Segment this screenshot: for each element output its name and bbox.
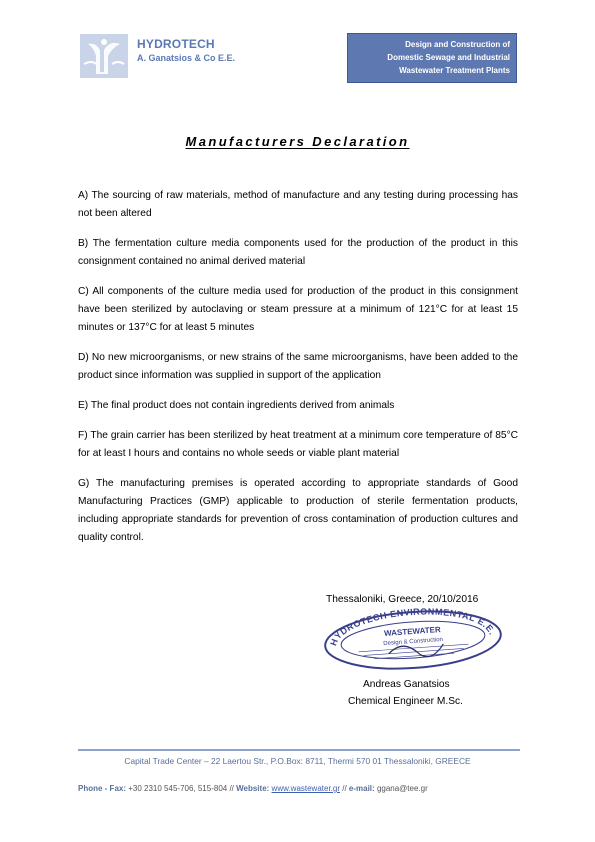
- header-banner: [347, 33, 517, 83]
- svg-text:HYDROTECH ENVIRONMENTAL E.E.: HYDROTECH ENVIRONMENTAL E.E.: [328, 608, 498, 648]
- svg-text:Design & Construction: Design & Construction: [383, 636, 444, 648]
- website-label: Website:: [236, 784, 270, 793]
- footer-address: Capital Trade Center – 22 Laertou Str., P.O.Box: 8711, Thermi 570 01 Thessaloniki, GREECE: [124, 756, 471, 766]
- footer-contact: [78, 784, 428, 793]
- declaration-item: G) The manufacturing premises is operated according to appropriate standards of Good Manufacturing Practices (GMP) applicable to production of sterile fermentation products, including appropriate standards for prevention of cross contamination of production cultures and quality control.: [78, 478, 518, 543]
- banner-line: Wastewater Treatment Plants: [399, 66, 510, 75]
- phone-label: Phone - Fax:: [78, 784, 127, 793]
- banner-line: Domestic Sewage and Industrial: [387, 53, 510, 62]
- email-value[interactable]: ggana@tee.gr: [376, 784, 428, 793]
- declaration-item: C) All components of the culture media used for production of the product in this consignment have been sterilized by autoclaving or steam pressure at a minimum of 121°C for at least 15 minutes or 137°C for at least 5 minutes: [78, 286, 518, 333]
- declaration-item: D) No new microorganisms, or new strains of the same microorganisms, have been added to the product since information was supplied in support of the application: [78, 352, 518, 381]
- signer-name: Andreas Ganatsios: [363, 679, 450, 690]
- signer-title: Chemical Engineer M.Sc.: [348, 696, 463, 707]
- hydrotech-logo-icon: [80, 34, 128, 78]
- company-stamp: [318, 608, 508, 672]
- document-title-text: Manufacturers Declaration: [185, 134, 410, 149]
- document-title: [0, 134, 595, 149]
- declaration-body: [78, 187, 518, 559]
- company-subtitle: A. Ganatsios & Co E.E.: [137, 53, 236, 63]
- declaration-item: B) The fermentation culture media components used for the production of the product in this consignment contained no animal derived material: [78, 238, 518, 267]
- declaration-item: F) The grain carrier has been sterilized by heat treatment at a minimum core temperature of 85°C for at least I hours and contains no whole seeds or viable plant material: [78, 430, 518, 459]
- email-label: e-mail:: [348, 784, 375, 793]
- declaration-item: A) The sourcing of raw materials, method of manufacture and any testing during processing has not been altered: [78, 190, 518, 219]
- phone-value: +30 2310 545-706, 515-804 //: [126, 784, 237, 793]
- banner-line: Design and Construction of: [405, 40, 510, 49]
- footer-divider: [78, 749, 520, 751]
- place-date: Thessaloniki, Greece, 20/10/2016: [326, 594, 479, 605]
- declaration-item: E) The final product does not contain ingredients derived from animals: [78, 400, 395, 411]
- website-link[interactable]: www.wastewater.gr: [271, 784, 341, 793]
- svg-text:WASTEWATER: WASTEWATER: [383, 625, 442, 638]
- company-name: HYDROTECH: [137, 37, 215, 51]
- footer-separator: //: [340, 784, 349, 793]
